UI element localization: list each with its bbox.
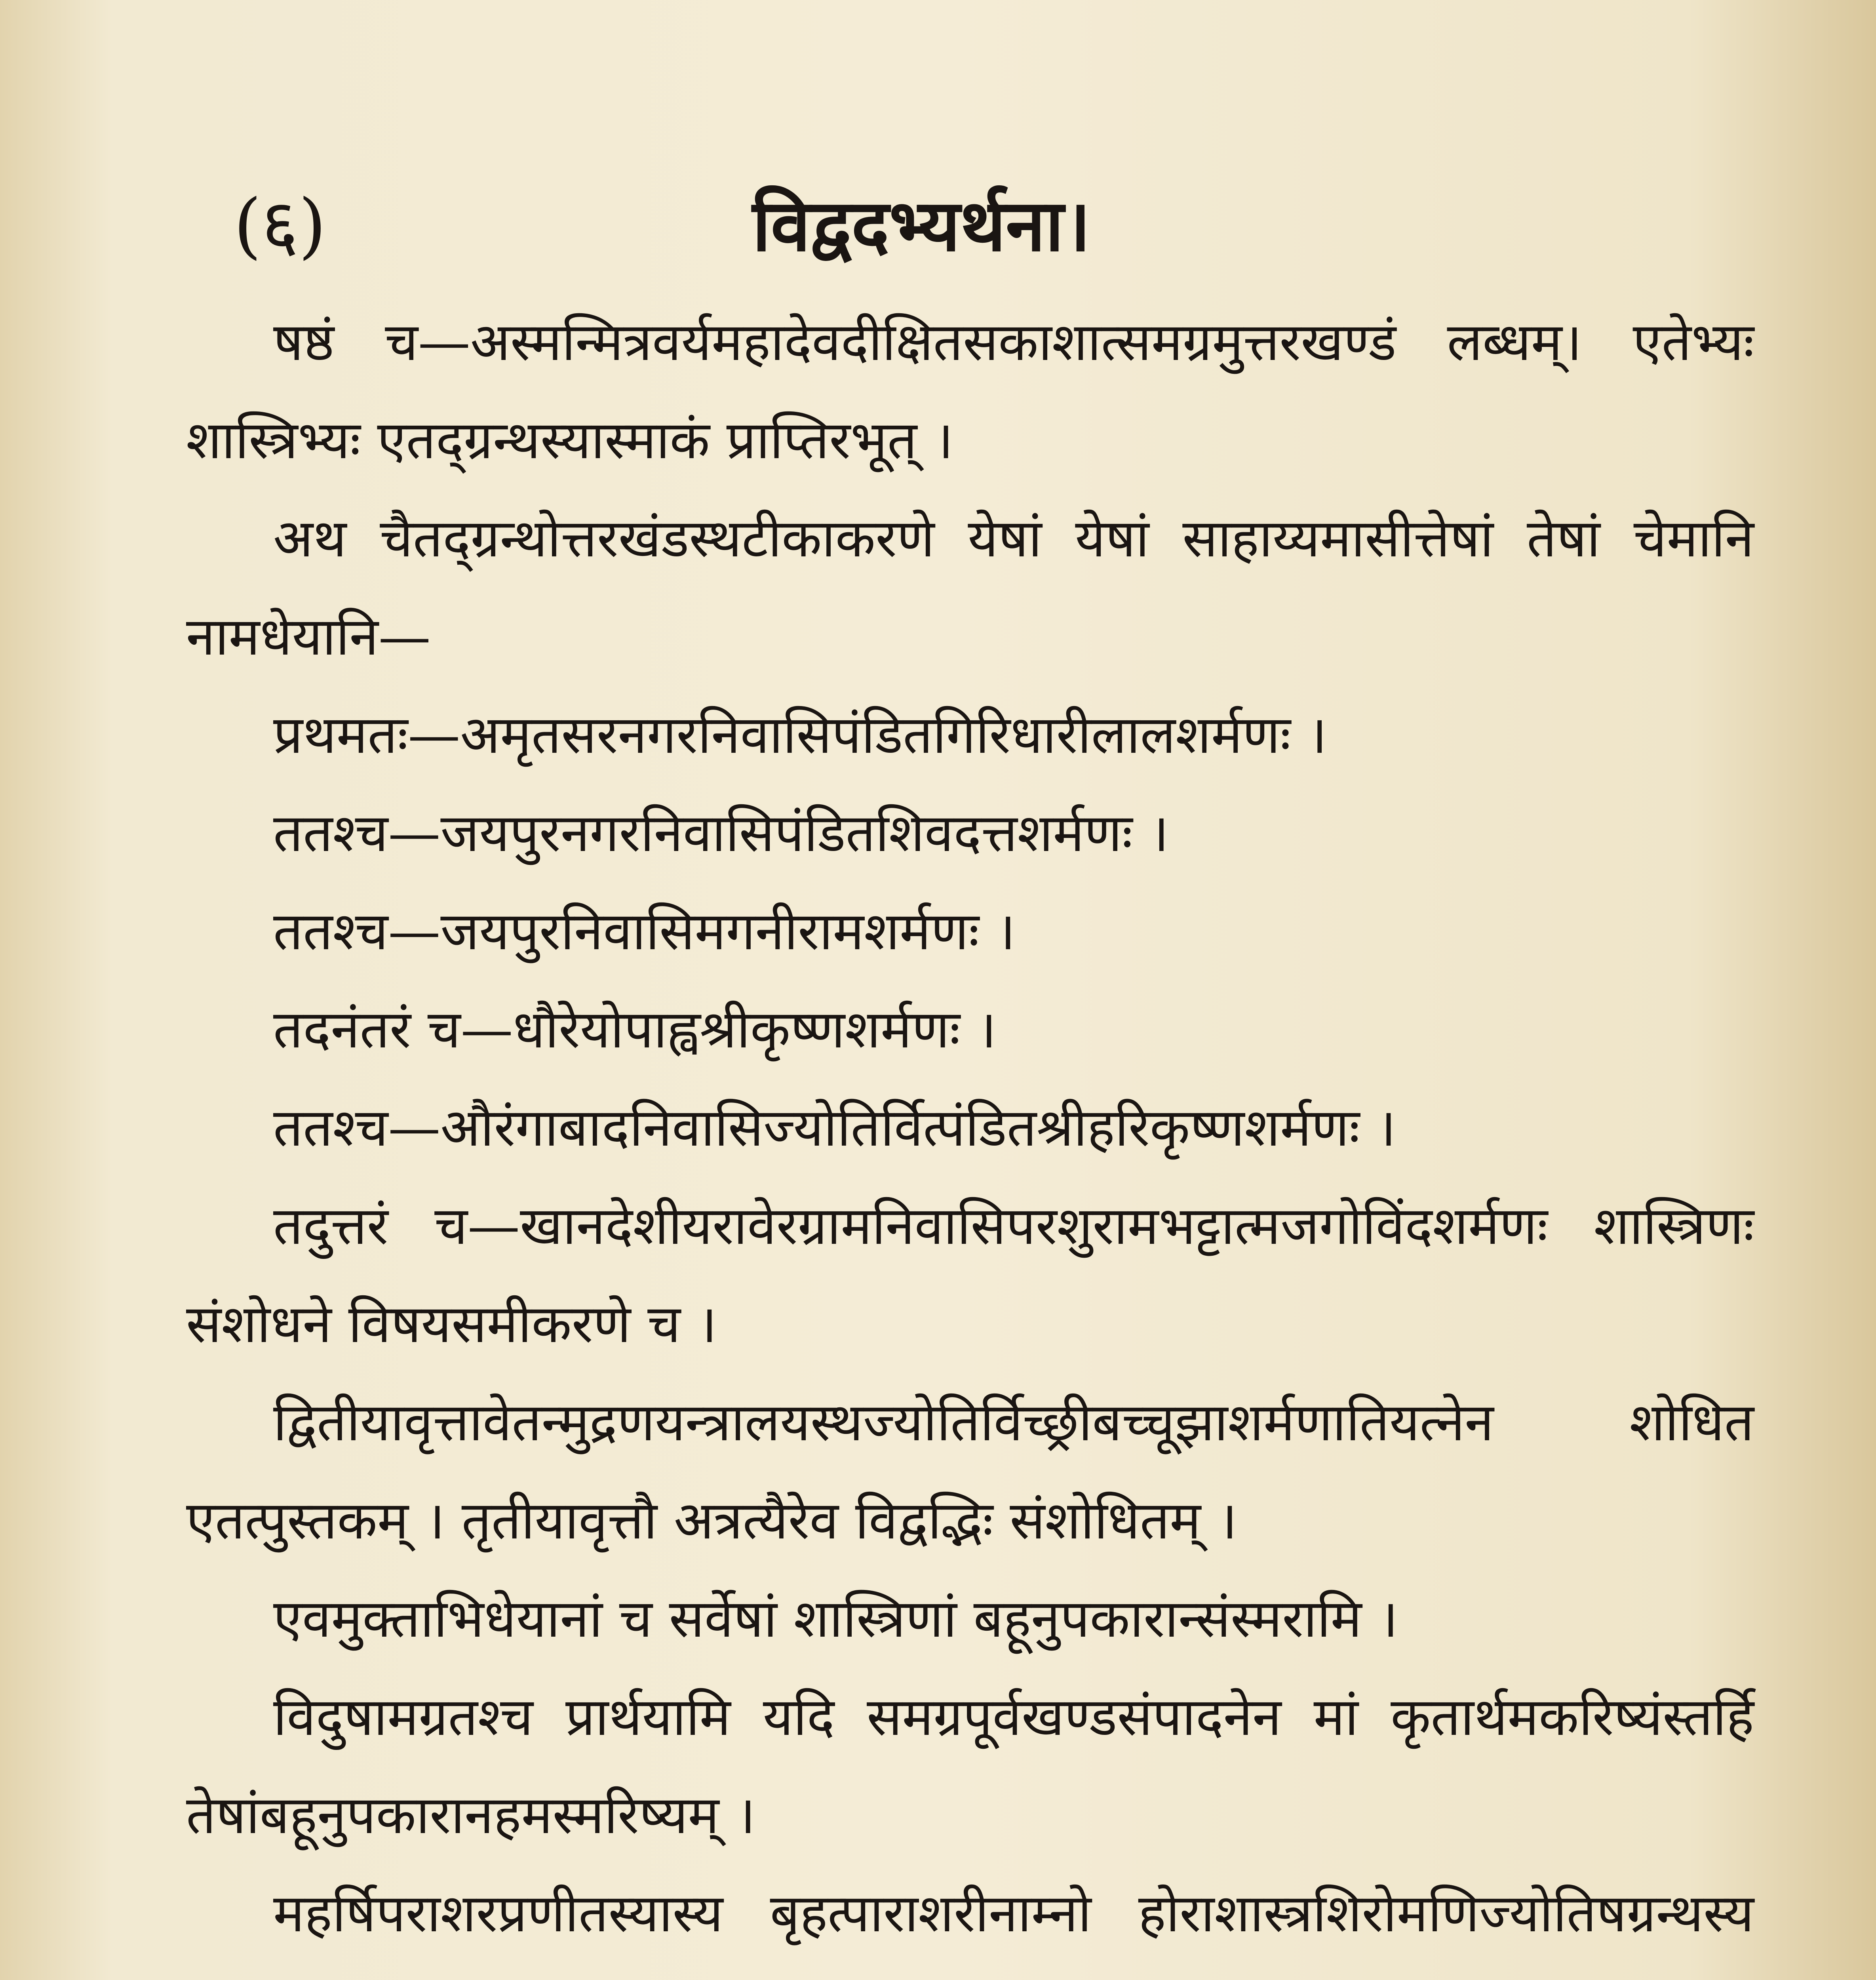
paragraph-1: षष्ठं च—अस्मन्मित्रवर्यमहादेवदीक्षितसकाशात्समग्रमुत्तरखण्डं लब्धम्। एतेभ्यः शास्त्रिभ्यः एतद्ग्रन्थस्यास्माकं प्राप्तिरभूत् ।: [186, 312, 1754, 471]
page-body: [186, 293, 1754, 1980]
paragraph-3: तदुत्तरं च—खानदेशीयरावेरग्रामनिवासिपरशुरामभट्टात्मजगोविंदशर्मणः शास्त्रिणः संशोधने विषयसमीकरणे च ।: [186, 1196, 1754, 1355]
paragraph-5: एवमुक्ताभिधेयानां च सर्वेषां शास्त्रिणां बहूनुपकारान्संस्मरामि ।: [273, 1588, 1398, 1649]
page-number: (६): [234, 184, 327, 267]
page-title: विद्वदभ्यर्थना।: [752, 184, 1091, 267]
list-item: तदनंतरं च—धौरेयोपाह्वश्रीकृष्णशर्मणः ।: [273, 999, 997, 1060]
paragraph-7: महर्षिपराशरप्रणीतस्यास्य बृहत्पाराशरीनाम्नो होराशास्त्रशिरोमणिज्योतिषग्रन्थस्य: [273, 1883, 1754, 1944]
paragraph-6: विदुषामग्रतश्च प्रार्थयामि यदि समग्रपूर्वखण्डसंपादनेन मां कृतार्थमकरिष्यंस्तर्हि तेषांबहूनुपकारानहमस्मरिष्यम् ।: [186, 1687, 1754, 1846]
paragraph-2: अथ चैतद्ग्रन्थोत्तरखंडस्थटीकाकरणे येषां येषां साहाय्यमासीत्तेषां तेषां चेमानि नामधेयानि—: [186, 508, 1754, 667]
list-item: ततश्च—जयपुरनगरनिवासिपंडितशिवदत्तशर्मणः ।: [273, 803, 1169, 864]
page-header: [0, 186, 1876, 277]
list-item: प्रथमतः—अमृतसरनगरनिवासिपंडितगिरिधारीलालशर्मणः ।: [273, 704, 1327, 765]
list-item: ततश्च—जयपुरनिवासिमगनीरामशर्मणः ।: [273, 901, 1016, 962]
paragraph-4: द्वितीयावृत्तावेतन्मुद्रणयन्त्रालयस्थज्योतिर्विच्छ्रीबच्चूझाशर्मणातियत्नेन शोधित एतत्पुस्तकम् । तृतीयावृत्तौ अत्रत्यैरेव विद्वद्भिः संशोधितम् ।: [186, 1392, 1754, 1551]
list-item: ततश्च—औरंगाबादनिवासिज्योतिर्वित्पंडितश्रीहरिकृष्णशर्मणः ।: [273, 1097, 1397, 1158]
